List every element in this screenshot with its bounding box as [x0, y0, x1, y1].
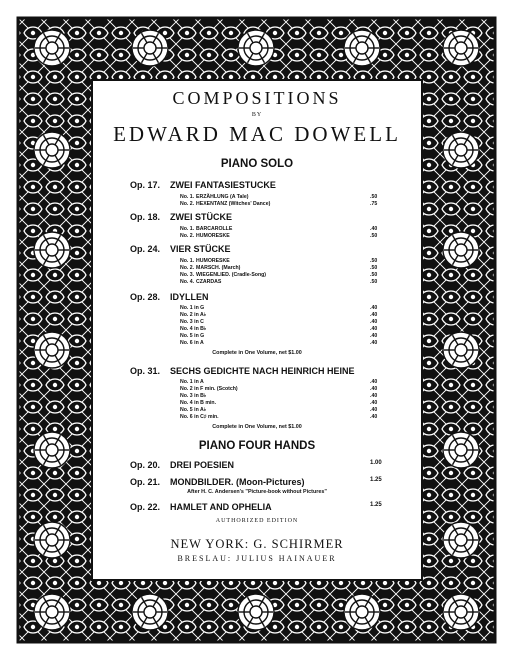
item-price: .40	[370, 319, 378, 325]
title-page-panel	[94, 82, 420, 578]
opus-title: HAMLET AND OPHELIA	[170, 502, 272, 512]
edition-label: AUTHORIZED EDITION	[215, 518, 299, 524]
item-price: .40	[370, 386, 378, 392]
item-price: 1.25	[370, 477, 382, 483]
rose-ornament	[34, 332, 70, 368]
opus-number: Op. 28.	[130, 292, 161, 302]
item-number: No. 1 in G	[180, 305, 205, 311]
rose-ornament	[443, 332, 479, 368]
rose-ornament	[238, 594, 274, 630]
item-number: No. 1.	[180, 194, 195, 200]
item-number: No. 6 in C♯ min.	[180, 414, 219, 420]
opus-number: Op. 18.	[130, 212, 161, 222]
item-price: .40	[370, 312, 378, 318]
item-price: .50	[370, 279, 378, 285]
item-number: No. 2.	[180, 233, 195, 239]
item-number: No. 2.	[180, 265, 195, 271]
rose-ornament	[443, 132, 479, 168]
item-number: No. 4 in B min.	[180, 400, 217, 406]
item-number: No. 1.	[180, 226, 195, 232]
item-price: .75	[370, 201, 378, 207]
item-label: ERZÄHLUNG (A Tale)	[196, 194, 249, 200]
opus-title: SECHS GEDICHTE NACH HEINRICH HEINE	[170, 366, 355, 376]
rose-ornament	[34, 594, 70, 630]
item-number: No. 4.	[180, 279, 195, 285]
rose-ornament	[34, 432, 70, 468]
rose-ornament	[34, 30, 70, 66]
item-price: .40	[370, 400, 378, 406]
item-price: .40	[370, 340, 378, 346]
rose-ornament	[34, 522, 70, 558]
item-label: BARCAROLLE	[196, 226, 233, 232]
opus-number: Op. 22.	[130, 502, 161, 512]
opus-title: ZWEI STÜCKE	[170, 212, 232, 222]
item-price: .50	[370, 265, 378, 271]
item-number: No. 3 in C	[180, 319, 204, 325]
item-number: No. 6 in A	[180, 340, 204, 346]
section-heading-piano-solo: PIANO SOLO	[220, 158, 294, 170]
opus-number: Op. 20.	[130, 460, 161, 470]
volume-note: Complete in One Volume, net $1.00	[212, 424, 302, 430]
item-price: 1.25	[370, 502, 382, 508]
item-label: CZARDAS	[196, 279, 222, 285]
opus-title: DREI POESIEN	[170, 460, 235, 470]
item-price: 1.00	[370, 460, 382, 466]
item-number: No. 1.	[180, 258, 195, 264]
opus-number: Op. 17.	[130, 180, 161, 190]
opus-number: Op. 31.	[130, 366, 161, 376]
opus-number: Op. 21.	[130, 477, 161, 487]
rose-ornament	[443, 232, 479, 268]
item-number: No. 3.	[180, 272, 195, 278]
item-number: No. 3 in B♭	[180, 393, 207, 399]
item-label: HEXENTANZ (Witches' Dance)	[196, 201, 271, 207]
item-price: .40	[370, 407, 378, 413]
rose-ornament	[34, 232, 70, 268]
item-price: .50	[370, 272, 378, 278]
opus-title: ZWEI FANTASIESTUCKE	[170, 180, 276, 190]
item-number: No. 1 in A	[180, 379, 204, 385]
item-price: .40	[370, 226, 378, 232]
rose-ornament	[443, 522, 479, 558]
item-price: .50	[370, 258, 378, 264]
publisher-line: NEW YORK: G. SCHIRMER	[170, 537, 344, 551]
mondbilder-note: After H. C. Andersen's "Picture-book without Pictures"	[187, 489, 327, 495]
item-number: No. 2.	[180, 201, 195, 207]
item-number: No. 2 in F min. (Scotch)	[180, 386, 238, 392]
item-label: HUMORESKE	[196, 233, 230, 239]
item-label: MARSCH. (March)	[196, 265, 241, 271]
item-price: .40	[370, 393, 378, 399]
opus-title: IDYLLEN	[170, 292, 209, 302]
item-price: .40	[370, 333, 378, 339]
author-name: EDWARD MAC DOWELL	[94, 122, 420, 147]
item-price: .40	[370, 326, 378, 332]
opus-title: VIER STÜCKE	[170, 244, 231, 254]
item-price: .40	[370, 305, 378, 311]
rose-ornament	[238, 30, 274, 66]
rose-ornament	[344, 594, 380, 630]
item-price: .50	[370, 194, 378, 200]
page-title: COMPOSITIONS	[172, 88, 342, 108]
rose-ornament	[443, 432, 479, 468]
item-number: No. 5 in G	[180, 333, 205, 339]
branch-line: BRESLAU: JULIUS HAINAUER	[177, 554, 337, 563]
by-label: BY	[251, 112, 263, 118]
rose-ornament	[344, 30, 380, 66]
rose-ornament	[443, 30, 479, 66]
item-price: .50	[370, 233, 378, 239]
section-heading-piano-four-hands: PIANO FOUR HANDS	[198, 440, 316, 452]
item-label: HUMORESKE	[196, 258, 230, 264]
item-number: No. 2 in A♭	[180, 312, 207, 318]
rose-ornament	[132, 594, 168, 630]
item-label: WIEGENLIED. (Cradle-Song)	[196, 272, 267, 278]
item-number: No. 5 in A♭	[180, 407, 207, 413]
opus-number: Op. 24.	[130, 244, 161, 254]
item-number: No. 4 in B♭	[180, 326, 207, 332]
opus-title: MONDBILDER. (Moon-Pictures)	[170, 477, 305, 487]
rose-ornament	[443, 594, 479, 630]
rose-ornament	[34, 132, 70, 168]
item-price: .40	[370, 414, 378, 420]
rose-ornament	[132, 30, 168, 66]
volume-note: Complete in One Volume, net $1.00	[212, 350, 302, 356]
item-price: .40	[370, 379, 378, 385]
